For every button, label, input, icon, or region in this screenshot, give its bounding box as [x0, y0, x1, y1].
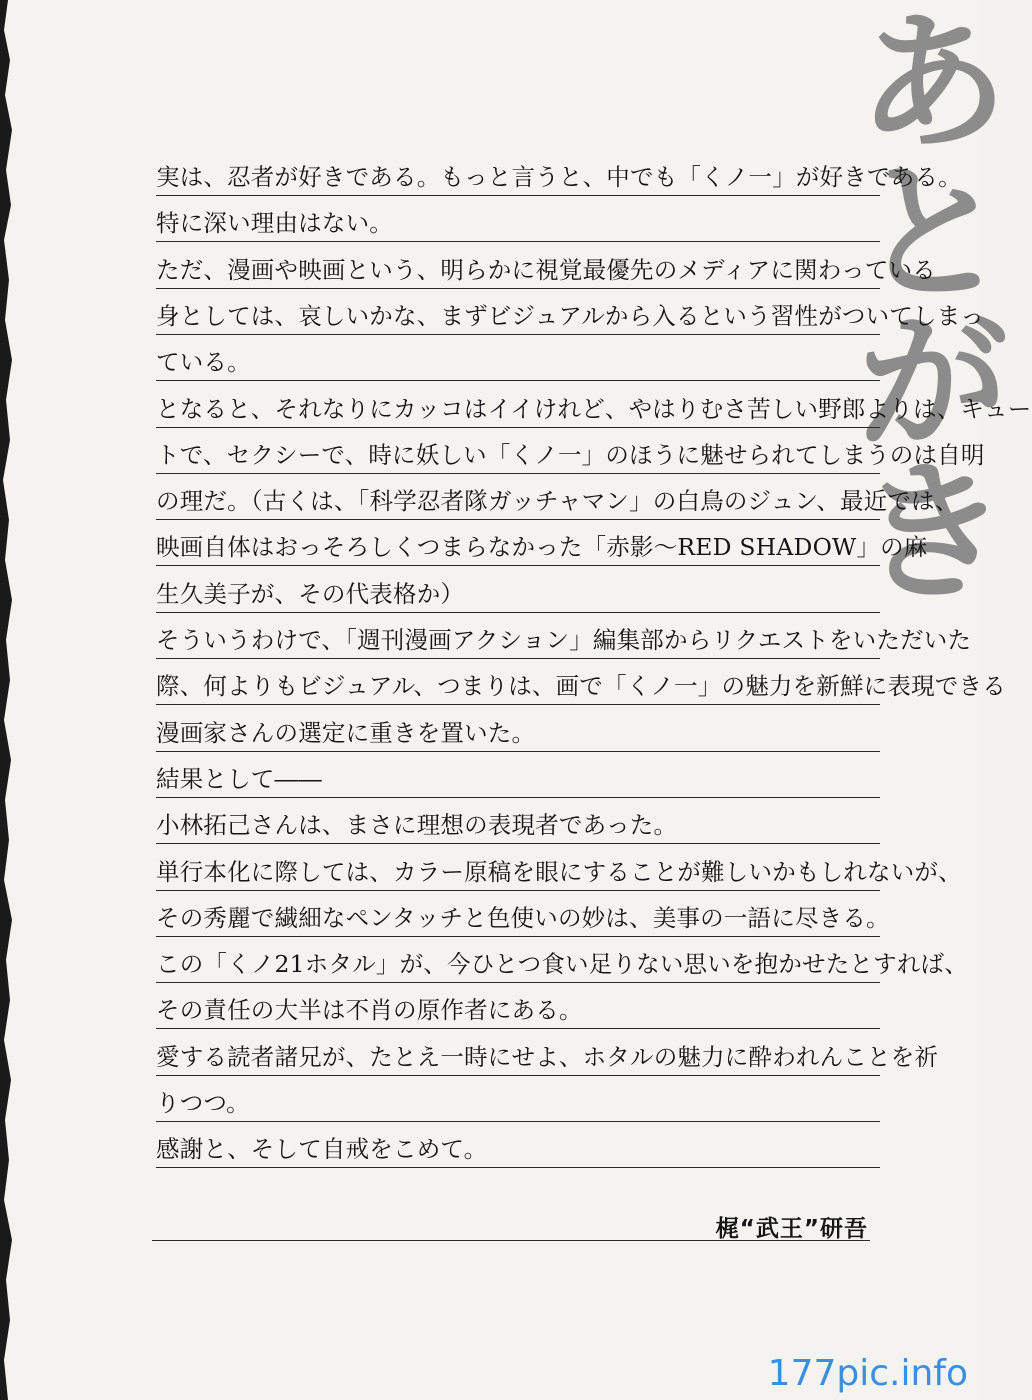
- author-rule: [152, 1240, 870, 1241]
- body-line: の理だ。（古くは、「科学忍者隊ガッチャマン」の白鳥のジュン、最近では、: [156, 476, 880, 520]
- body-line: その責任の大半は不肖の原作者にある。: [156, 985, 880, 1029]
- title-char-4: き: [858, 447, 1009, 621]
- author-name: 梶“武王”研吾: [715, 1216, 868, 1242]
- watermark: 177pic.info: [767, 1353, 968, 1394]
- body-line: 実は、忍者が好きである。もっと言うと、中でも「くノ一」が好きである。: [156, 152, 880, 196]
- title-char-2: と: [858, 147, 1009, 321]
- body-line: 際、何よりもビジュアル、つまりは、画で「くノ一」の魅力を新鮮に表現できる: [156, 661, 880, 705]
- body-line: 結果として――: [156, 754, 880, 798]
- body-line: 愛する読者諸兄が、たとえ一時にせよ、ホタルの魅力に酔われんことを祈: [156, 1032, 880, 1076]
- body-line: 単行本化に際しては、カラー原稿を眼にすることが難しいかもしれないが、: [156, 847, 880, 891]
- body-line: ただ、漫画や映画という、明らかに視覚最優先のメディアに関わっている: [156, 245, 880, 289]
- body-line: 感謝と、そして自戒をこめて。: [156, 1124, 880, 1168]
- body-line: 漫画家さんの選定に重きを置いた。: [156, 708, 880, 752]
- body-line: 生久美子が、その代表格か）: [156, 569, 880, 613]
- body-line: 映画自体はおっそろしくつまらなかった「赤影〜RED SHADOW」の麻: [156, 522, 880, 566]
- title-char-3: が: [858, 297, 1009, 471]
- body-line: この「くノ21ホタル」が、今ひとつ食い足りない思いを抱かせたとすれば、: [156, 939, 880, 983]
- body-line: 小林拓己さんは、まさに理想の表現者であった。: [156, 800, 880, 844]
- body-line: その秀麗で繊細なペンタッチと色使いの妙は、美事の一語に尽きる。: [156, 893, 880, 937]
- body-line: となると、それなりにカッコはイイけれど、やはりむさ苦しい野郎よりは、キュー: [156, 384, 880, 428]
- body-line: 身としては、哀しいかな、まずビジュアルから入るという習性がついてしまっ: [156, 291, 880, 335]
- body-line: ている。: [156, 337, 880, 381]
- body-line: トで、セクシーで、時に妖しい「くノ一」のほうに魅せられてしまうのは自明: [156, 430, 880, 474]
- body-line: 特に深い理由はない。: [156, 198, 880, 242]
- body-line: りつつ。: [156, 1078, 880, 1122]
- title-char-1: あ: [858, 0, 1009, 171]
- body-line: そういうわけで、「週刊漫画アクション」編集部からリクエストをいただいた: [156, 615, 880, 659]
